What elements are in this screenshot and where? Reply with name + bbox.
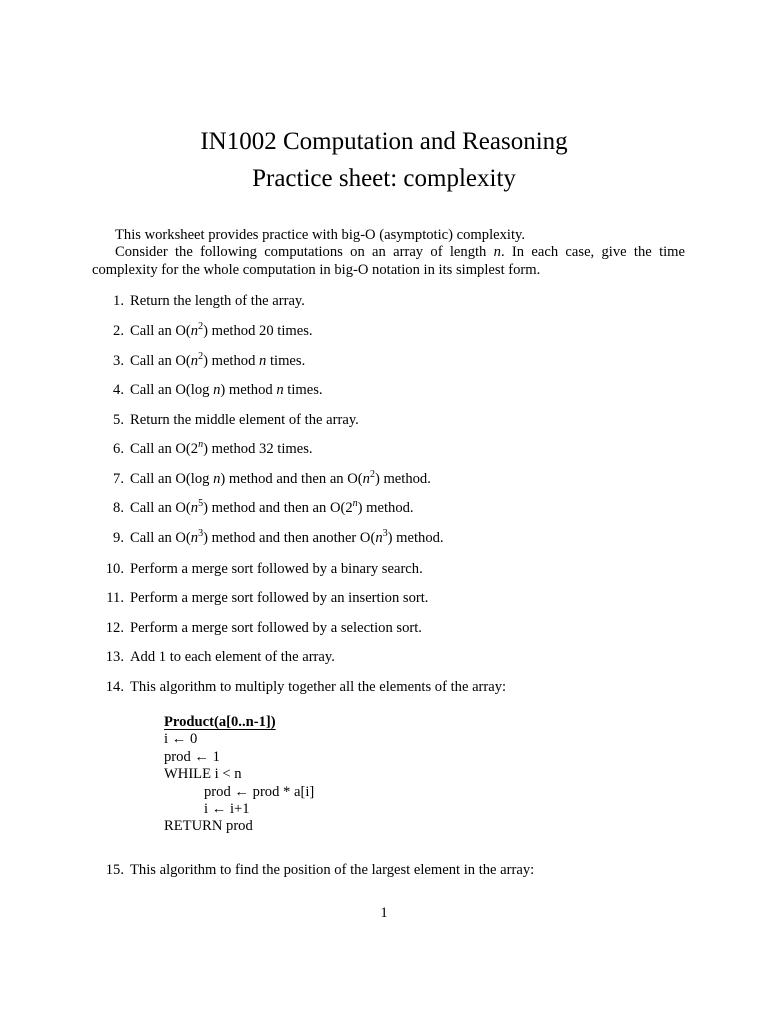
item-text: Call an O(log n) method and then an $O(n^2)$ method. [130, 469, 431, 487]
item-number: 11. [106, 590, 124, 606]
item-text: Call an O(log n) method n times. [130, 382, 323, 398]
item-text: Perform a merge sort followed by a binary search. [130, 561, 423, 577]
item-text: Call an $O(n^3)$ method and then another $O(n^3)$ method. [130, 528, 444, 546]
intro-paragraph-2: Consider the following computations on an array of length n. In each case, give the time complexity for the whole computation in big-O notation in its simplest form. [92, 244, 686, 278]
document-title: IN1002 Computation and Reasoning [200, 128, 568, 155]
item-number: 9. [113, 530, 124, 546]
item-text: This algorithm to find the position of the largest element in the array: [130, 862, 535, 878]
item-number: 1. [113, 293, 124, 309]
item-number: 2. [113, 323, 124, 339]
code-line: RETURN prod [164, 818, 253, 835]
item-text: Perform a merge sort followed by a selection sort. [130, 620, 422, 636]
document-subtitle: Practice sheet: complexity [252, 165, 516, 192]
item-number: 14. [105, 679, 124, 695]
item-text: Perform a merge sort followed by an insertion sort. [130, 590, 429, 606]
item-text: Return the middle element of the array. [130, 412, 359, 428]
item-text: Add 1 to each element of the array. [130, 649, 335, 665]
code-line: i ← 0 [164, 731, 198, 748]
item-number: 3. [113, 353, 124, 369]
item-text: Call an O(2$^n$) method 32 times. [130, 439, 313, 457]
page-number: 1 [380, 905, 388, 921]
item-number: 12. [105, 620, 124, 636]
intro-paragraph-1: This worksheet provides practice with big-O (asymptotic) complexity. [115, 227, 526, 243]
item-number: 13. [105, 649, 124, 665]
algorithm-header: Product(a[0..n-1]) [164, 714, 276, 730]
item-number: 5. [113, 412, 124, 428]
code-line: WHILE i < n [164, 766, 242, 783]
item-number: 8. [113, 500, 124, 516]
pseudocode-block [164, 714, 314, 836]
item-text: Call an $O(n^2)$ method 20 times. [130, 321, 313, 339]
code-line: prod ← prod * a[i] [204, 783, 315, 800]
item-text: Call an $O(n^2)$ method n times. [130, 351, 306, 369]
item-number: 6. [113, 441, 124, 457]
code-line: i ← i+1 [204, 801, 250, 818]
item-number: 15. [105, 862, 124, 878]
item-number: 7. [113, 471, 124, 487]
item-number: 10. [105, 561, 124, 577]
item-text: This algorithm to multiply together all the elements of the array: [130, 679, 507, 695]
item-text: Call an $O(n^5)$ method and then an O(2$^n$) method. [130, 498, 414, 516]
item-number: 4. [113, 382, 124, 398]
code-line: prod ← 1 [164, 748, 220, 765]
item-text: Return the length of the array. [130, 293, 305, 309]
